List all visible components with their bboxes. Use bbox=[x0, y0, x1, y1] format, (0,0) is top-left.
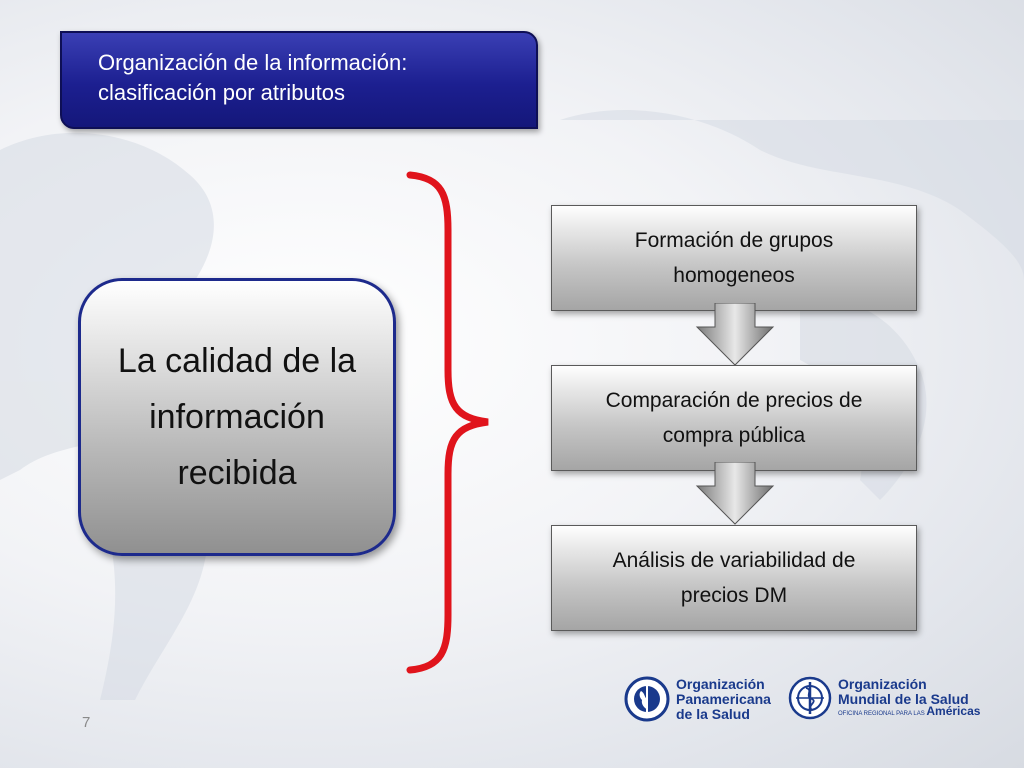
who-logo-line-1: Organización bbox=[838, 676, 927, 692]
information-quality-box bbox=[78, 278, 396, 556]
who-logo bbox=[788, 676, 980, 720]
paho-logo bbox=[624, 676, 771, 722]
step-box-1 bbox=[551, 205, 917, 311]
who-logo-line-2: Mundial de la Salud bbox=[838, 691, 969, 707]
curly-brace-icon bbox=[400, 170, 500, 675]
down-arrow-icon bbox=[695, 462, 775, 526]
down-arrow-icon bbox=[695, 303, 775, 367]
step-1-line-1: Formación de grupos bbox=[634, 229, 834, 252]
who-emblem-icon bbox=[788, 676, 832, 720]
paho-emblem-icon bbox=[624, 676, 670, 722]
information-quality-line-1: La calidad de la bbox=[117, 342, 357, 380]
step-2-line-2: compra pública bbox=[662, 424, 806, 447]
step-2-line-1: Comparación de precios de bbox=[605, 389, 863, 412]
step-3-line-1: Análisis de variabilidad de bbox=[612, 549, 856, 572]
step-box-2 bbox=[551, 365, 917, 471]
step-box-3 bbox=[551, 525, 917, 631]
paho-logo-line-1: Organización bbox=[676, 675, 765, 692]
information-quality-line-2: información bbox=[149, 398, 325, 436]
slide-title-box bbox=[60, 31, 538, 129]
slide-title-line-2: clasificación por atributos bbox=[98, 80, 346, 105]
step-1-line-2: homogeneos bbox=[673, 264, 795, 287]
who-logo-subtitle-prefix: OFICINA REGIONAL PARA LAS bbox=[838, 711, 925, 717]
paho-logo-line-2: Panamericana bbox=[676, 690, 771, 707]
step-3-line-2: precios DM bbox=[680, 584, 788, 607]
information-quality-line-3: recibida bbox=[177, 454, 297, 492]
paho-logo-line-3: de la Salud bbox=[676, 705, 750, 722]
page-number: 7 bbox=[82, 714, 91, 731]
slide-title-line-1: Organización de la información: bbox=[98, 50, 408, 75]
who-logo-subtitle-americas: Américas bbox=[926, 704, 981, 718]
who-logo-subtitle bbox=[838, 704, 981, 719]
